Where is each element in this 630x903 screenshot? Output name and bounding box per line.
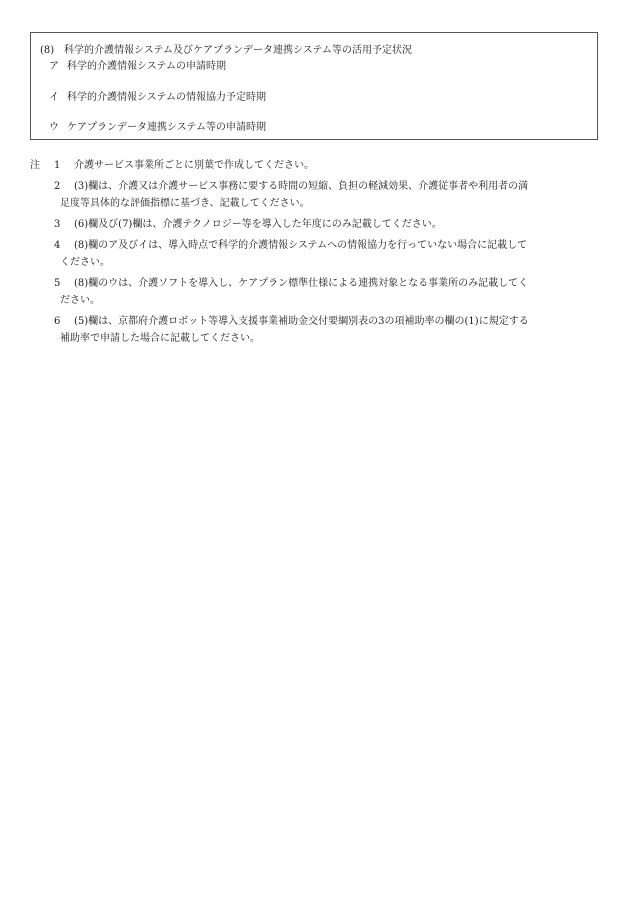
section8-heading	[40, 41, 412, 56]
note-text	[74, 216, 602, 233]
note-line: (8)欄のア及びイは、導入時点で科学的介護情報システムへの情報協力を行っていない場合に記載して	[74, 240, 528, 251]
note-number: 3	[54, 219, 61, 230]
item-mark: ウ	[49, 122, 59, 133]
note-item-4	[30, 237, 602, 271]
section8-box	[30, 32, 598, 140]
note-number: 6	[54, 316, 61, 327]
note-text	[74, 157, 602, 174]
note-item-1	[30, 157, 602, 174]
note-item-5	[30, 275, 602, 309]
note-number: 2	[54, 181, 61, 192]
note-text	[60, 275, 602, 309]
note-text	[60, 313, 602, 347]
section8-item-i	[49, 88, 266, 103]
section8-number: (8)	[40, 45, 55, 56]
note-line: (6)欄及び(7)欄は、介護テクノロジー等を導入した年度にのみ記載してください。	[74, 219, 442, 230]
note-text	[60, 237, 602, 271]
item-text: 科学的介護情報システムの申請時期	[67, 61, 226, 72]
notes-prefix: 注	[30, 160, 40, 171]
note-item-6	[30, 313, 602, 347]
note-line: (5)欄は、京都府介護ロボット等導入支援事業補助金交付要綱別表の3の項補助率の欄の(1)に規定する	[74, 316, 529, 327]
note-line-continuation: 足度等具体的な評価指標に基づき、記載してください。	[60, 198, 310, 209]
note-line: (8)欄のウは、介護ソフトを導入し、ケアプラン標準仕様による連携対象となる事業所のみ記載してく	[74, 278, 529, 289]
item-mark: イ	[49, 92, 59, 103]
item-mark: ア	[49, 61, 59, 72]
item-text: 科学的介護情報システムの情報協力予定時期	[67, 92, 266, 103]
note-text	[60, 178, 602, 212]
note-number: 1	[54, 160, 61, 171]
note-item-2	[30, 178, 602, 212]
note-line: (3)欄は、介護又は介護サービス事務に要する時間の短縮、負担の軽減効果、介護従事者や利用者の満	[74, 181, 529, 192]
note-item-3	[30, 216, 602, 233]
notes-section	[30, 157, 602, 351]
item-text: ケアプランデータ連携システム等の申請時期	[67, 122, 266, 133]
note-number: 5	[54, 278, 61, 289]
note-line-continuation: ださい。	[60, 295, 100, 306]
note-line: 介護サービス事業所ごとに別葉で作成してください。	[74, 160, 314, 171]
note-line-continuation: 補助率で申請した場合に記載してください。	[60, 333, 260, 344]
note-number: 4	[54, 240, 61, 251]
section8-item-u	[49, 118, 266, 133]
section8-title: 科学的介護情報システム及びケアプランデータ連携システム等の活用予定状況	[64, 45, 412, 56]
note-line-continuation: ください。	[60, 257, 110, 268]
section8-item-a	[49, 57, 226, 72]
